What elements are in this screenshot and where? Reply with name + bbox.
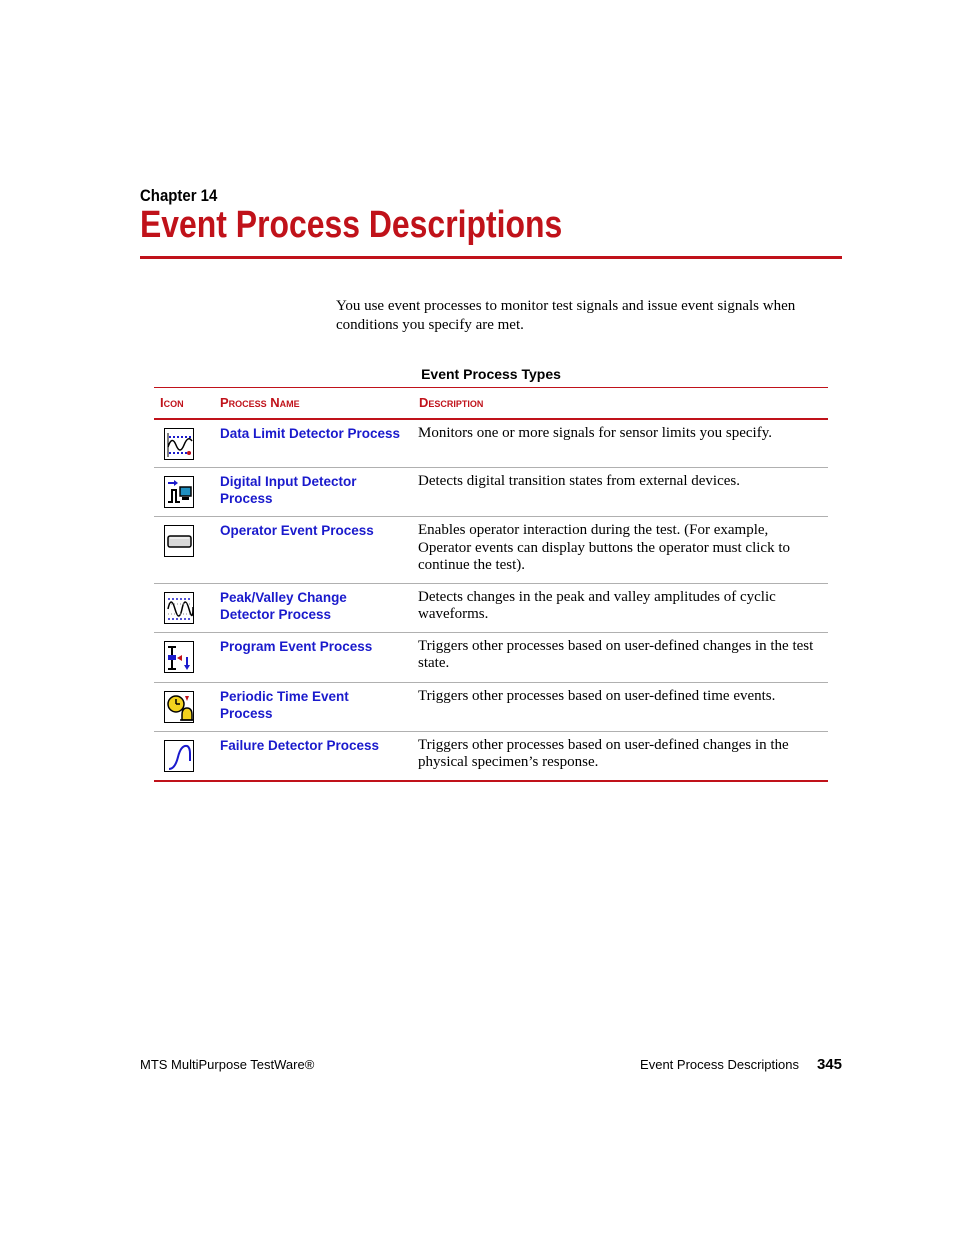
process-name[interactable]: Data Limit Detector Process xyxy=(220,425,401,441)
process-description: Detects changes in the peak and valley amplitudes of cyclic waveforms. xyxy=(418,588,776,622)
process-description: Monitors one or more signals for sensor limits you specify. xyxy=(418,424,772,441)
process-name[interactable]: Peak/Valley Change Detector Process xyxy=(220,589,347,622)
table-row xyxy=(154,583,828,632)
table-caption: Event Process Types xyxy=(421,366,561,382)
footer-section: Event Process Descriptions xyxy=(640,1057,799,1072)
table-row xyxy=(154,468,828,517)
failure-detector-icon xyxy=(164,740,194,772)
process-name[interactable]: Operator Event Process xyxy=(220,523,374,538)
periodic-time-event-icon xyxy=(164,691,194,723)
process-name[interactable]: Digital Input Detector Process xyxy=(220,474,357,506)
header-process-name: Process Name xyxy=(214,388,413,419)
table-header-row xyxy=(154,388,828,419)
table-row xyxy=(154,632,828,682)
operator-event-icon xyxy=(164,525,194,557)
program-event-icon xyxy=(164,641,194,673)
header-description: Description xyxy=(413,388,828,419)
table-row xyxy=(154,419,828,468)
footer-product: MTS MultiPurpose TestWare® xyxy=(140,1057,315,1072)
table-row xyxy=(154,682,828,731)
process-description: Triggers other processes based on user-defined changes in the physical specimen’s response. xyxy=(418,736,789,770)
page-title: Event Process Descriptions xyxy=(140,204,563,246)
process-description: Enables operator interaction during the test. (For example, Operator events can display buttons the operator must click to continue the test). xyxy=(418,522,790,573)
data-limit-detector-icon xyxy=(164,428,194,460)
process-name[interactable]: Periodic Time Event Process xyxy=(220,688,349,721)
digital-input-detector-icon xyxy=(164,476,194,508)
process-name[interactable]: Program Event Process xyxy=(220,638,373,654)
table-row xyxy=(154,517,828,584)
peak-valley-change-detector-icon xyxy=(164,592,194,624)
event-process-table xyxy=(154,387,828,782)
table-row xyxy=(154,731,828,781)
title-rule xyxy=(140,256,842,259)
chapter-label: Chapter 14 xyxy=(140,186,218,205)
page-number: 345 xyxy=(816,1056,842,1073)
process-description: Detects digital transition states from external devices. xyxy=(418,473,740,489)
intro-paragraph: You use event processes to monitor test signals and issue event signals when conditions you specify are met. xyxy=(336,298,796,333)
process-description: Triggers other processes based on user-defined changes in the test state. xyxy=(418,637,814,671)
process-description: Triggers other processes based on user-defined time events. xyxy=(418,687,776,704)
header-icon: Icon xyxy=(154,388,214,419)
process-name[interactable]: Failure Detector Process xyxy=(220,737,380,753)
